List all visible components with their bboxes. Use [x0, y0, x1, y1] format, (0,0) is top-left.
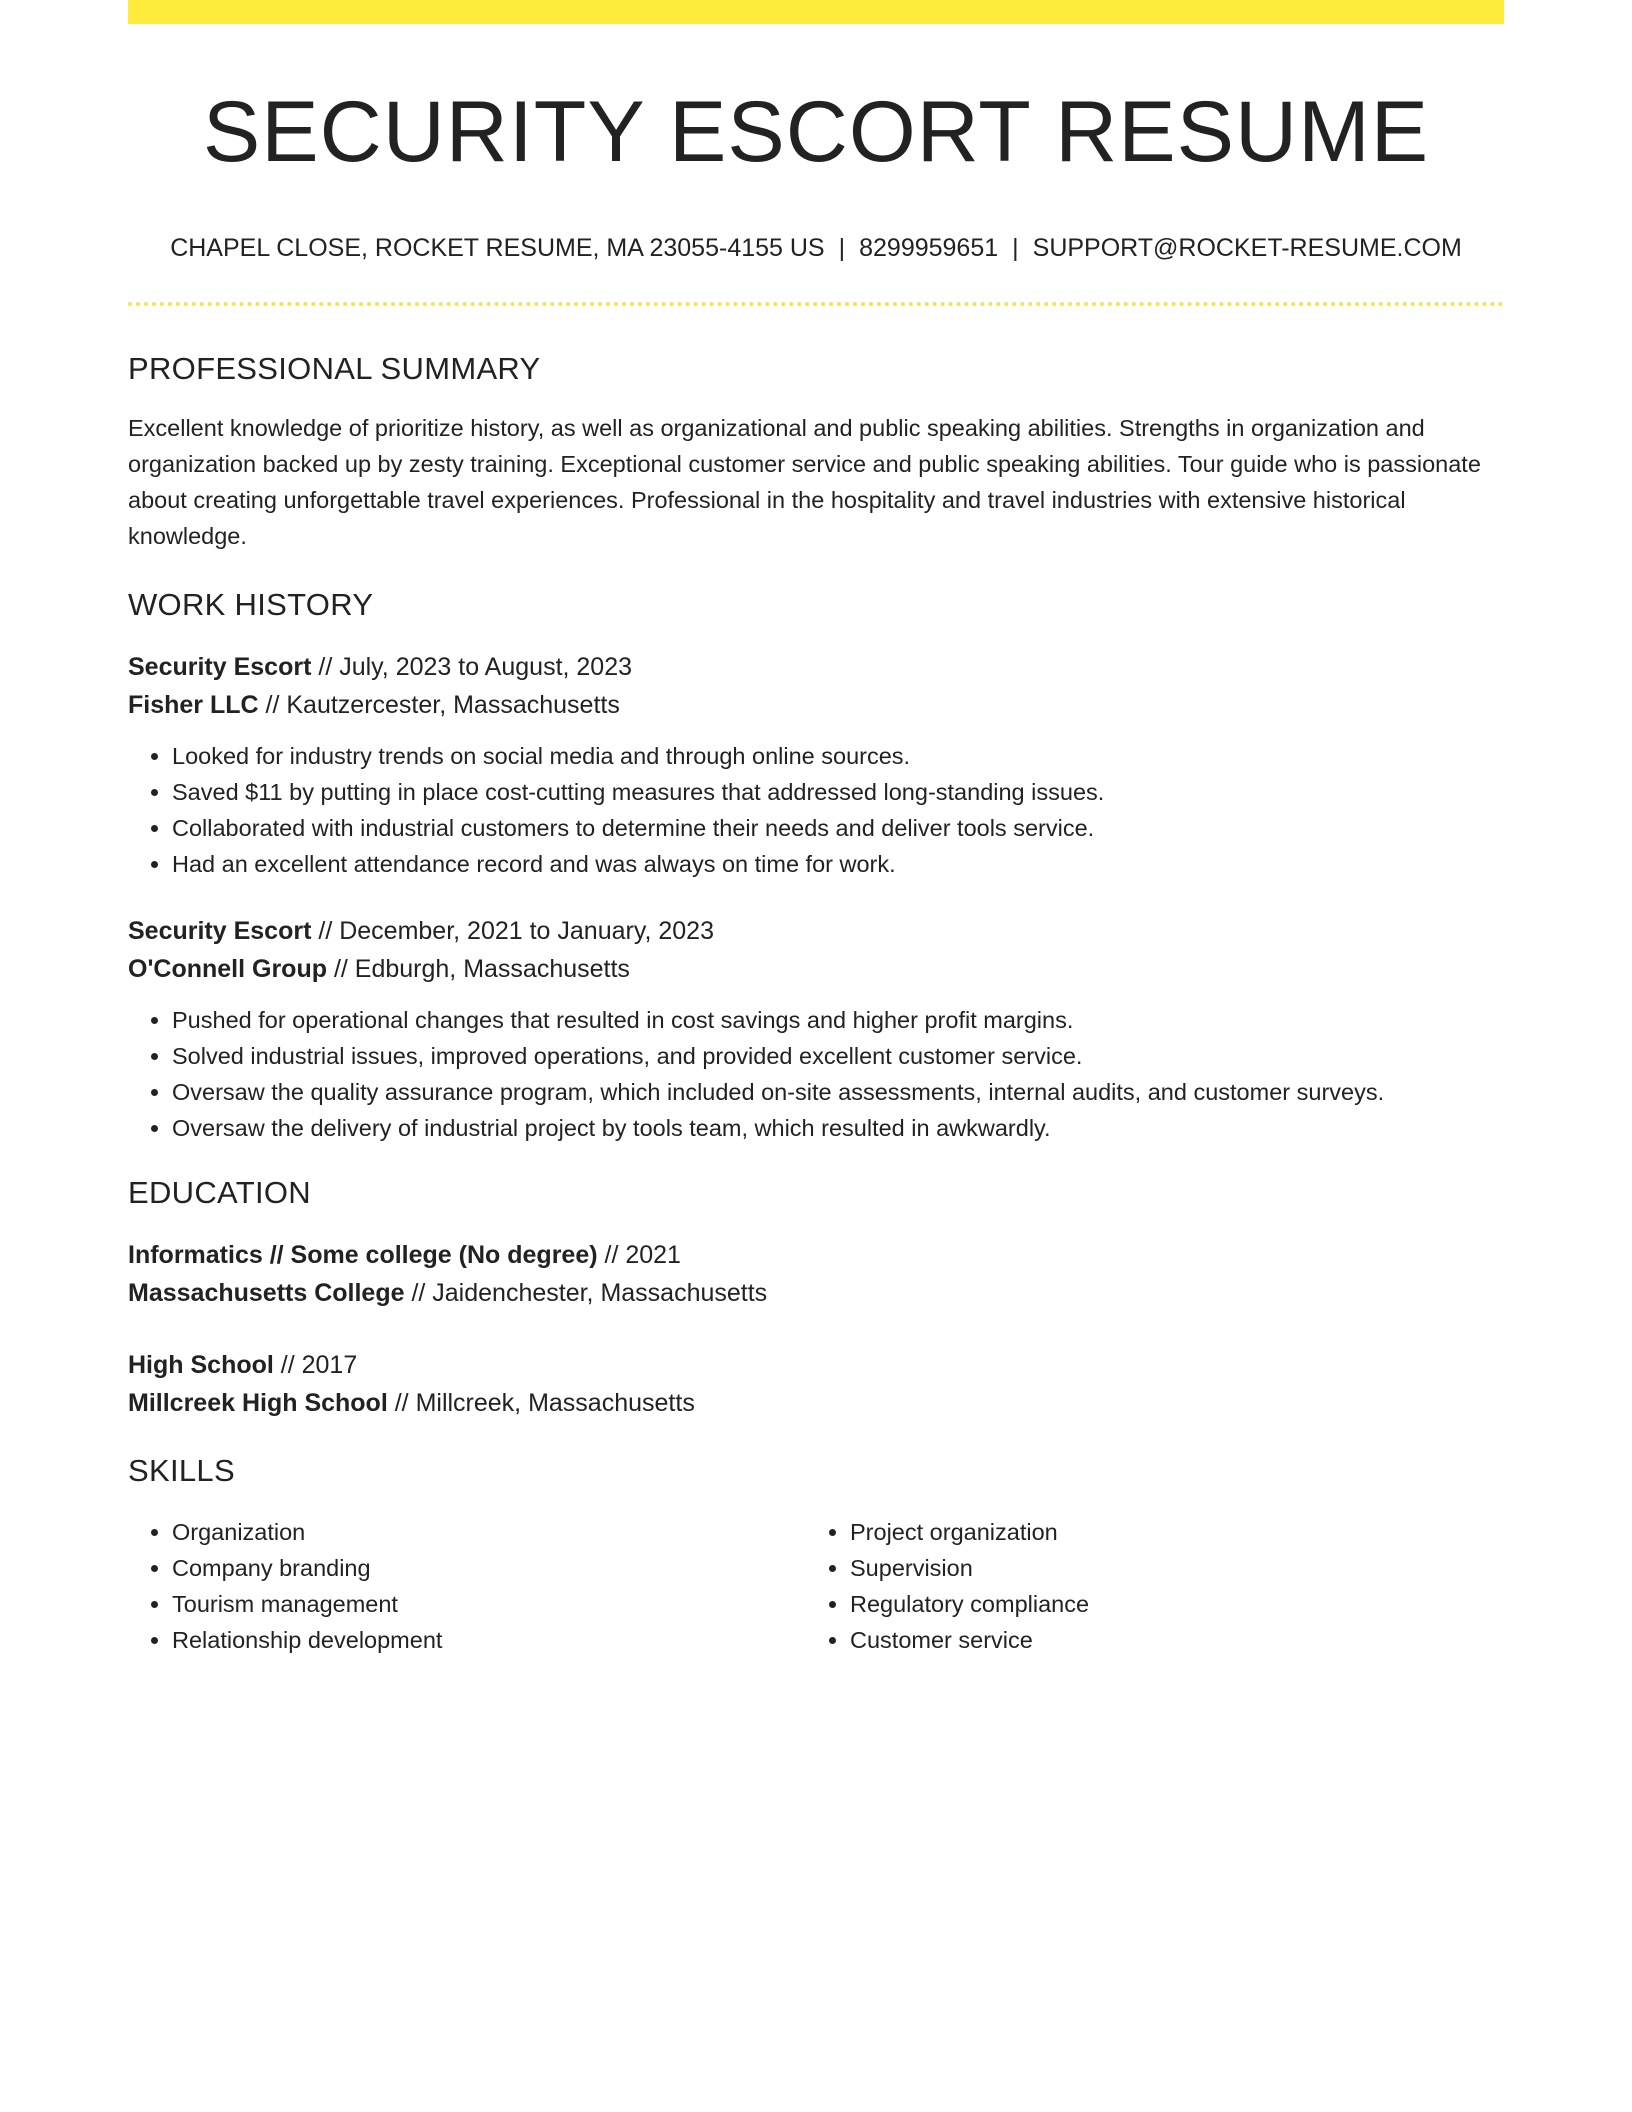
job-bullets	[128, 1002, 1504, 1146]
job-role-line	[128, 648, 1504, 686]
education-school: Millcreek High School	[128, 1389, 388, 1417]
job-role-line	[128, 912, 1504, 950]
contact-separator: |	[1012, 234, 1019, 262]
job-entry	[128, 648, 1504, 882]
job-dates: // December, 2021 to January, 2023	[311, 917, 714, 945]
education-location: // Jaidenchester, Massachusetts	[404, 1279, 768, 1307]
job-role: Security Escort	[128, 653, 312, 681]
list-item: • Collaborated with industrial customers to determine their needs and deliver tools service.	[172, 810, 1504, 846]
skill-item: • Regulatory compliance	[850, 1586, 1484, 1622]
section-title-skills: SKILLS	[128, 1453, 235, 1488]
education-year: // 2021	[597, 1241, 681, 1269]
resume-page	[128, 0, 1504, 1658]
job-company-line	[128, 686, 1504, 724]
job-company: O'Connell Group	[128, 955, 327, 983]
education-degree: Informatics // Some college (No degree)	[128, 1241, 598, 1269]
skills-list	[128, 1514, 806, 1658]
list-item: • Oversaw the quality assurance program, which included on-site assessments, internal audits, and customer surveys.	[172, 1074, 1504, 1110]
skill-item: • Supervision	[850, 1550, 1484, 1586]
section-title-work-history: WORK HISTORY	[128, 587, 374, 622]
skill-item: • Company branding	[172, 1550, 806, 1586]
contact-address: CHAPEL CLOSE, ROCKET RESUME, MA 23055-4155 US	[170, 234, 825, 262]
education-location: // Millcreek, Massachusetts	[387, 1389, 695, 1417]
education-year: // 2017	[273, 1351, 358, 1379]
education-entry	[128, 1346, 1504, 1422]
list-item: • Solved industrial issues, improved operations, and provided excellent customer service.	[172, 1038, 1504, 1074]
education-entry	[128, 1236, 1504, 1312]
header-divider	[128, 302, 1504, 306]
skill-item: • Organization	[172, 1514, 806, 1550]
skills-column-right	[806, 1514, 1484, 1658]
contact-phone: 8299959651	[859, 234, 999, 262]
job-company-line	[128, 950, 1504, 988]
job-role: Security Escort	[128, 917, 312, 945]
education-school: Massachusetts College	[128, 1279, 405, 1307]
skills-column-left	[128, 1514, 806, 1658]
resume-title: SECURITY ESCORT RESUME	[202, 84, 1430, 180]
section-title-education: EDUCATION	[128, 1175, 311, 1210]
job-location: // Kautzercester, Massachusetts	[258, 691, 620, 719]
job-entry	[128, 912, 1504, 1146]
education-school-line	[128, 1384, 1504, 1422]
skill-item: • Relationship development	[172, 1622, 806, 1658]
skill-item: • Customer service	[850, 1622, 1484, 1658]
list-item: • Looked for industry trends on social media and through online sources.	[172, 738, 1504, 774]
job-location: // Edburgh, Massachusetts	[327, 955, 630, 983]
job-company: Fisher LLC	[128, 691, 259, 719]
contact-line	[128, 232, 1504, 264]
contact-email: SUPPORT@ROCKET-RESUME.COM	[1032, 234, 1462, 262]
education-degree: High School	[128, 1351, 274, 1379]
top-accent-bar	[128, 0, 1504, 24]
list-item: • Pushed for operational changes that resulted in cost savings and higher profit margins.	[172, 1002, 1504, 1038]
job-dates: // July, 2023 to August, 2023	[311, 653, 633, 681]
section-title-summary: PROFESSIONAL SUMMARY	[128, 351, 541, 386]
skill-item: • Tourism management	[172, 1586, 806, 1622]
skill-item: • Project organization	[850, 1514, 1484, 1550]
skills-grid	[128, 1514, 1504, 1658]
education-degree-line	[128, 1346, 1504, 1384]
list-item: • Oversaw the delivery of industrial project by tools team, which resulted in awkwardly.	[172, 1110, 1504, 1146]
list-item: • Had an excellent attendance record and was always on time for work.	[172, 846, 1504, 882]
job-bullets	[128, 738, 1504, 882]
skills-list	[806, 1514, 1484, 1658]
list-item: • Saved $11 by putting in place cost-cutting measures that addressed long-standing issues.	[172, 774, 1504, 810]
education-degree-line	[128, 1236, 1504, 1274]
education-school-line	[128, 1274, 1504, 1312]
summary-text: Excellent knowledge of prioritize history, as well as organizational and public speaking abilities. Strengths in organization and organization backed up by zesty training. Exceptional customer service and public speaking abilities. Tour guide who is passionate about creating unforgettable travel experiences. Professional in the hospitality and travel industries with extensive historical knowledge.	[128, 415, 1481, 549]
contact-separator: |	[838, 234, 846, 262]
